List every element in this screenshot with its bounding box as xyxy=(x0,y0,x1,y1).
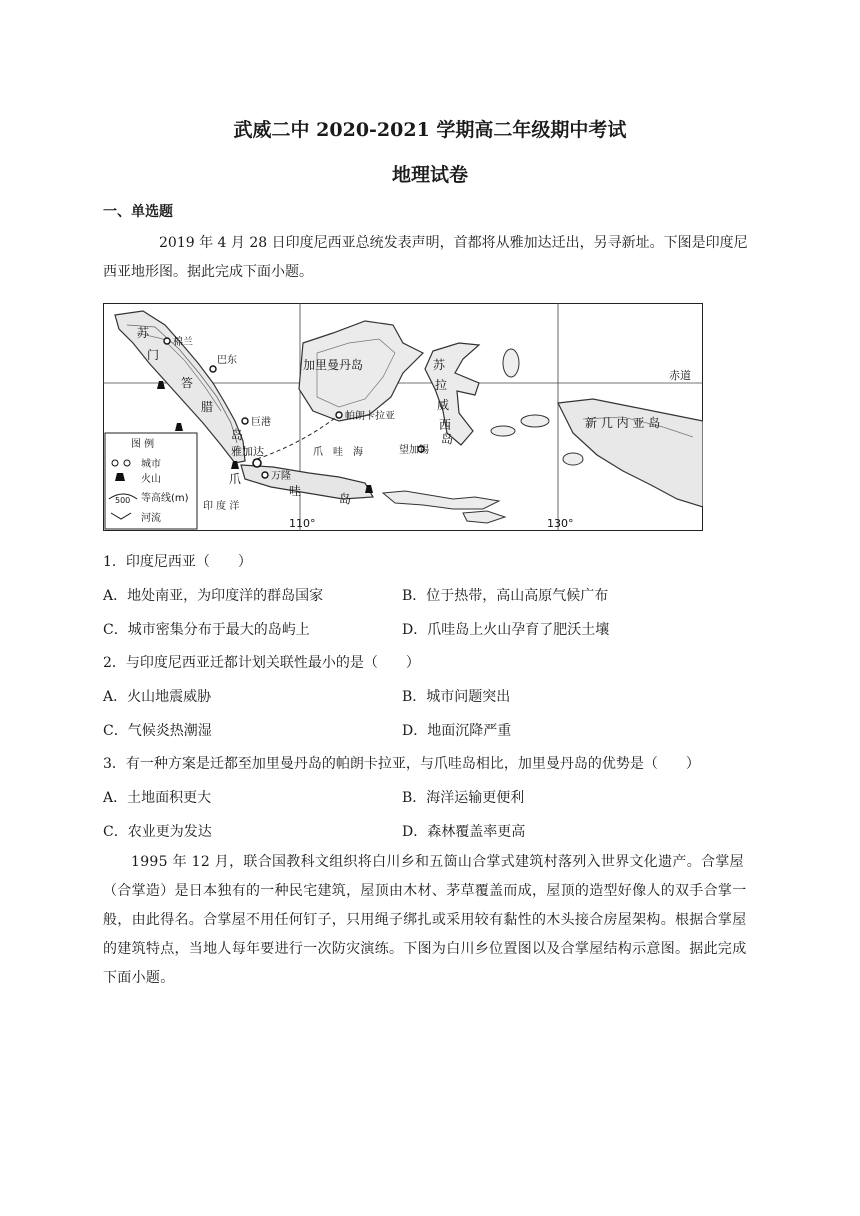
svg-text:加里曼丹岛: 加里曼丹岛 xyxy=(303,358,364,372)
city-marker xyxy=(242,418,248,424)
city-marker xyxy=(336,412,342,418)
svg-text:岛: 岛 xyxy=(441,432,454,446)
page-subtitle: 地理试卷 xyxy=(391,164,468,186)
question-2-stem: 2．与印度尼西亚迁都计划关联性最小的是（ ） xyxy=(103,655,420,671)
question-1-option-d[interactable]: D．爪哇岛上火山孕育了肥沃土壤 xyxy=(402,622,610,638)
svg-text:巨港: 巨港 xyxy=(251,417,271,428)
svg-text:图 例: 图 例 xyxy=(131,439,155,450)
question-2-option-b[interactable]: B．城市问题突出 xyxy=(402,689,511,705)
svg-text:答: 答 xyxy=(181,376,194,390)
svg-text:爪: 爪 xyxy=(229,472,242,486)
svg-text:500: 500 xyxy=(115,496,131,505)
svg-text:万隆: 万隆 xyxy=(271,471,291,482)
question-3-stem: 3．有一种方案是迁都至加里曼丹岛的帕朗卡拉亚，与爪哇岛相比，加里曼丹岛的优势是（ ） xyxy=(103,756,700,772)
svg-text:岛: 岛 xyxy=(339,492,352,506)
svg-text:巴东: 巴东 xyxy=(217,355,237,366)
svg-text:望加锡: 望加锡 xyxy=(399,445,429,456)
question-3-option-d[interactable]: D．森林覆盖率更高 xyxy=(402,824,526,840)
svg-text:海: 海 xyxy=(353,447,363,458)
section-heading: 一、单选题 xyxy=(103,204,173,220)
question-3-option-a[interactable]: A．土地面积更大 xyxy=(103,790,212,806)
svg-text:等高线(m): 等高线(m) xyxy=(141,493,189,504)
svg-text:河流: 河流 xyxy=(141,513,161,524)
svg-text:火山: 火山 xyxy=(141,474,161,485)
question-3-option-c[interactable]: C．农业更为发达 xyxy=(103,824,212,840)
svg-text:西: 西 xyxy=(439,418,452,432)
city-marker xyxy=(164,338,170,344)
city-marker xyxy=(210,366,216,372)
svg-text:雅加达: 雅加达 xyxy=(231,445,264,458)
svg-text:腊: 腊 xyxy=(201,400,214,414)
svg-text:城市: 城市 xyxy=(141,459,161,470)
svg-text:130°: 130° xyxy=(547,517,574,530)
svg-text:岛: 岛 xyxy=(231,428,244,442)
svg-text:棉兰: 棉兰 xyxy=(173,337,193,348)
question-1-option-c[interactable]: C．城市密集分布于最大的岛屿上 xyxy=(103,622,310,638)
svg-text:帕朗卡拉亚: 帕朗卡拉亚 xyxy=(345,411,395,422)
svg-text:哇: 哇 xyxy=(333,447,343,458)
svg-text:苏: 苏 xyxy=(433,358,446,372)
svg-text:威: 威 xyxy=(437,398,450,412)
svg-text:门: 门 xyxy=(147,348,160,362)
question-2-option-d[interactable]: D．地面沉降严重 xyxy=(402,723,512,739)
svg-text:110°: 110° xyxy=(289,517,316,530)
question-1-option-b[interactable]: B．位于热带，高山高原气候广布 xyxy=(402,588,609,604)
question-3-option-b[interactable]: B．海洋运输更便利 xyxy=(402,790,525,806)
page-title: 武威二中 2020-2021 学期高二年级期中考试 xyxy=(233,119,627,141)
svg-text:赤道: 赤道 xyxy=(669,369,691,382)
svg-text:爪: 爪 xyxy=(313,447,323,458)
city-marker xyxy=(262,472,268,478)
question-2-option-c[interactable]: C．气候炎热潮湿 xyxy=(103,723,212,739)
svg-text:哇: 哇 xyxy=(289,484,302,498)
indonesia-map xyxy=(103,303,703,531)
question-2-option-a[interactable]: A．火山地震威胁 xyxy=(103,689,212,705)
city-marker xyxy=(253,459,261,467)
svg-text:印 度 洋: 印 度 洋 xyxy=(203,501,240,512)
svg-text:新 几 内 亚 岛: 新 几 内 亚 岛 xyxy=(585,416,661,430)
question-1-option-a[interactable]: A．地处南亚，为印度洋的群岛国家 xyxy=(103,588,324,604)
intro-paragraph-2: 1995 年 12 月，联合国教科文组织将白川乡和五箇山合掌式建筑村落列入世界文化遗产。合掌屋（合掌造）是日本独有的一种民宅建筑，屋顶由木材、茅草覆盖而成，屋顶的造型好像人的双手合掌一般，由此得名。合掌屋不用任何钉子，只用绳子绑扎或采用较有黏性的木头接合房屋架构。根据合掌屋的建筑特点，当地人每年要进行一次防灾演练。下图为白川乡位置图以及合掌屋结构示意图。据此完成下面小题。 xyxy=(103,854,747,986)
svg-text:拉: 拉 xyxy=(435,378,448,392)
intro-paragraph-1: 2019 年 4 月 28 日印度尼西亚总统发表声明，首都将从雅加达迁出，另寻新址。下图是印度尼西亚地形图。据此完成下面小题。 xyxy=(103,235,748,280)
map-legend xyxy=(105,433,197,529)
svg-text:苏: 苏 xyxy=(137,326,150,340)
question-1-stem: 1．印度尼西亚（ ） xyxy=(103,554,252,570)
